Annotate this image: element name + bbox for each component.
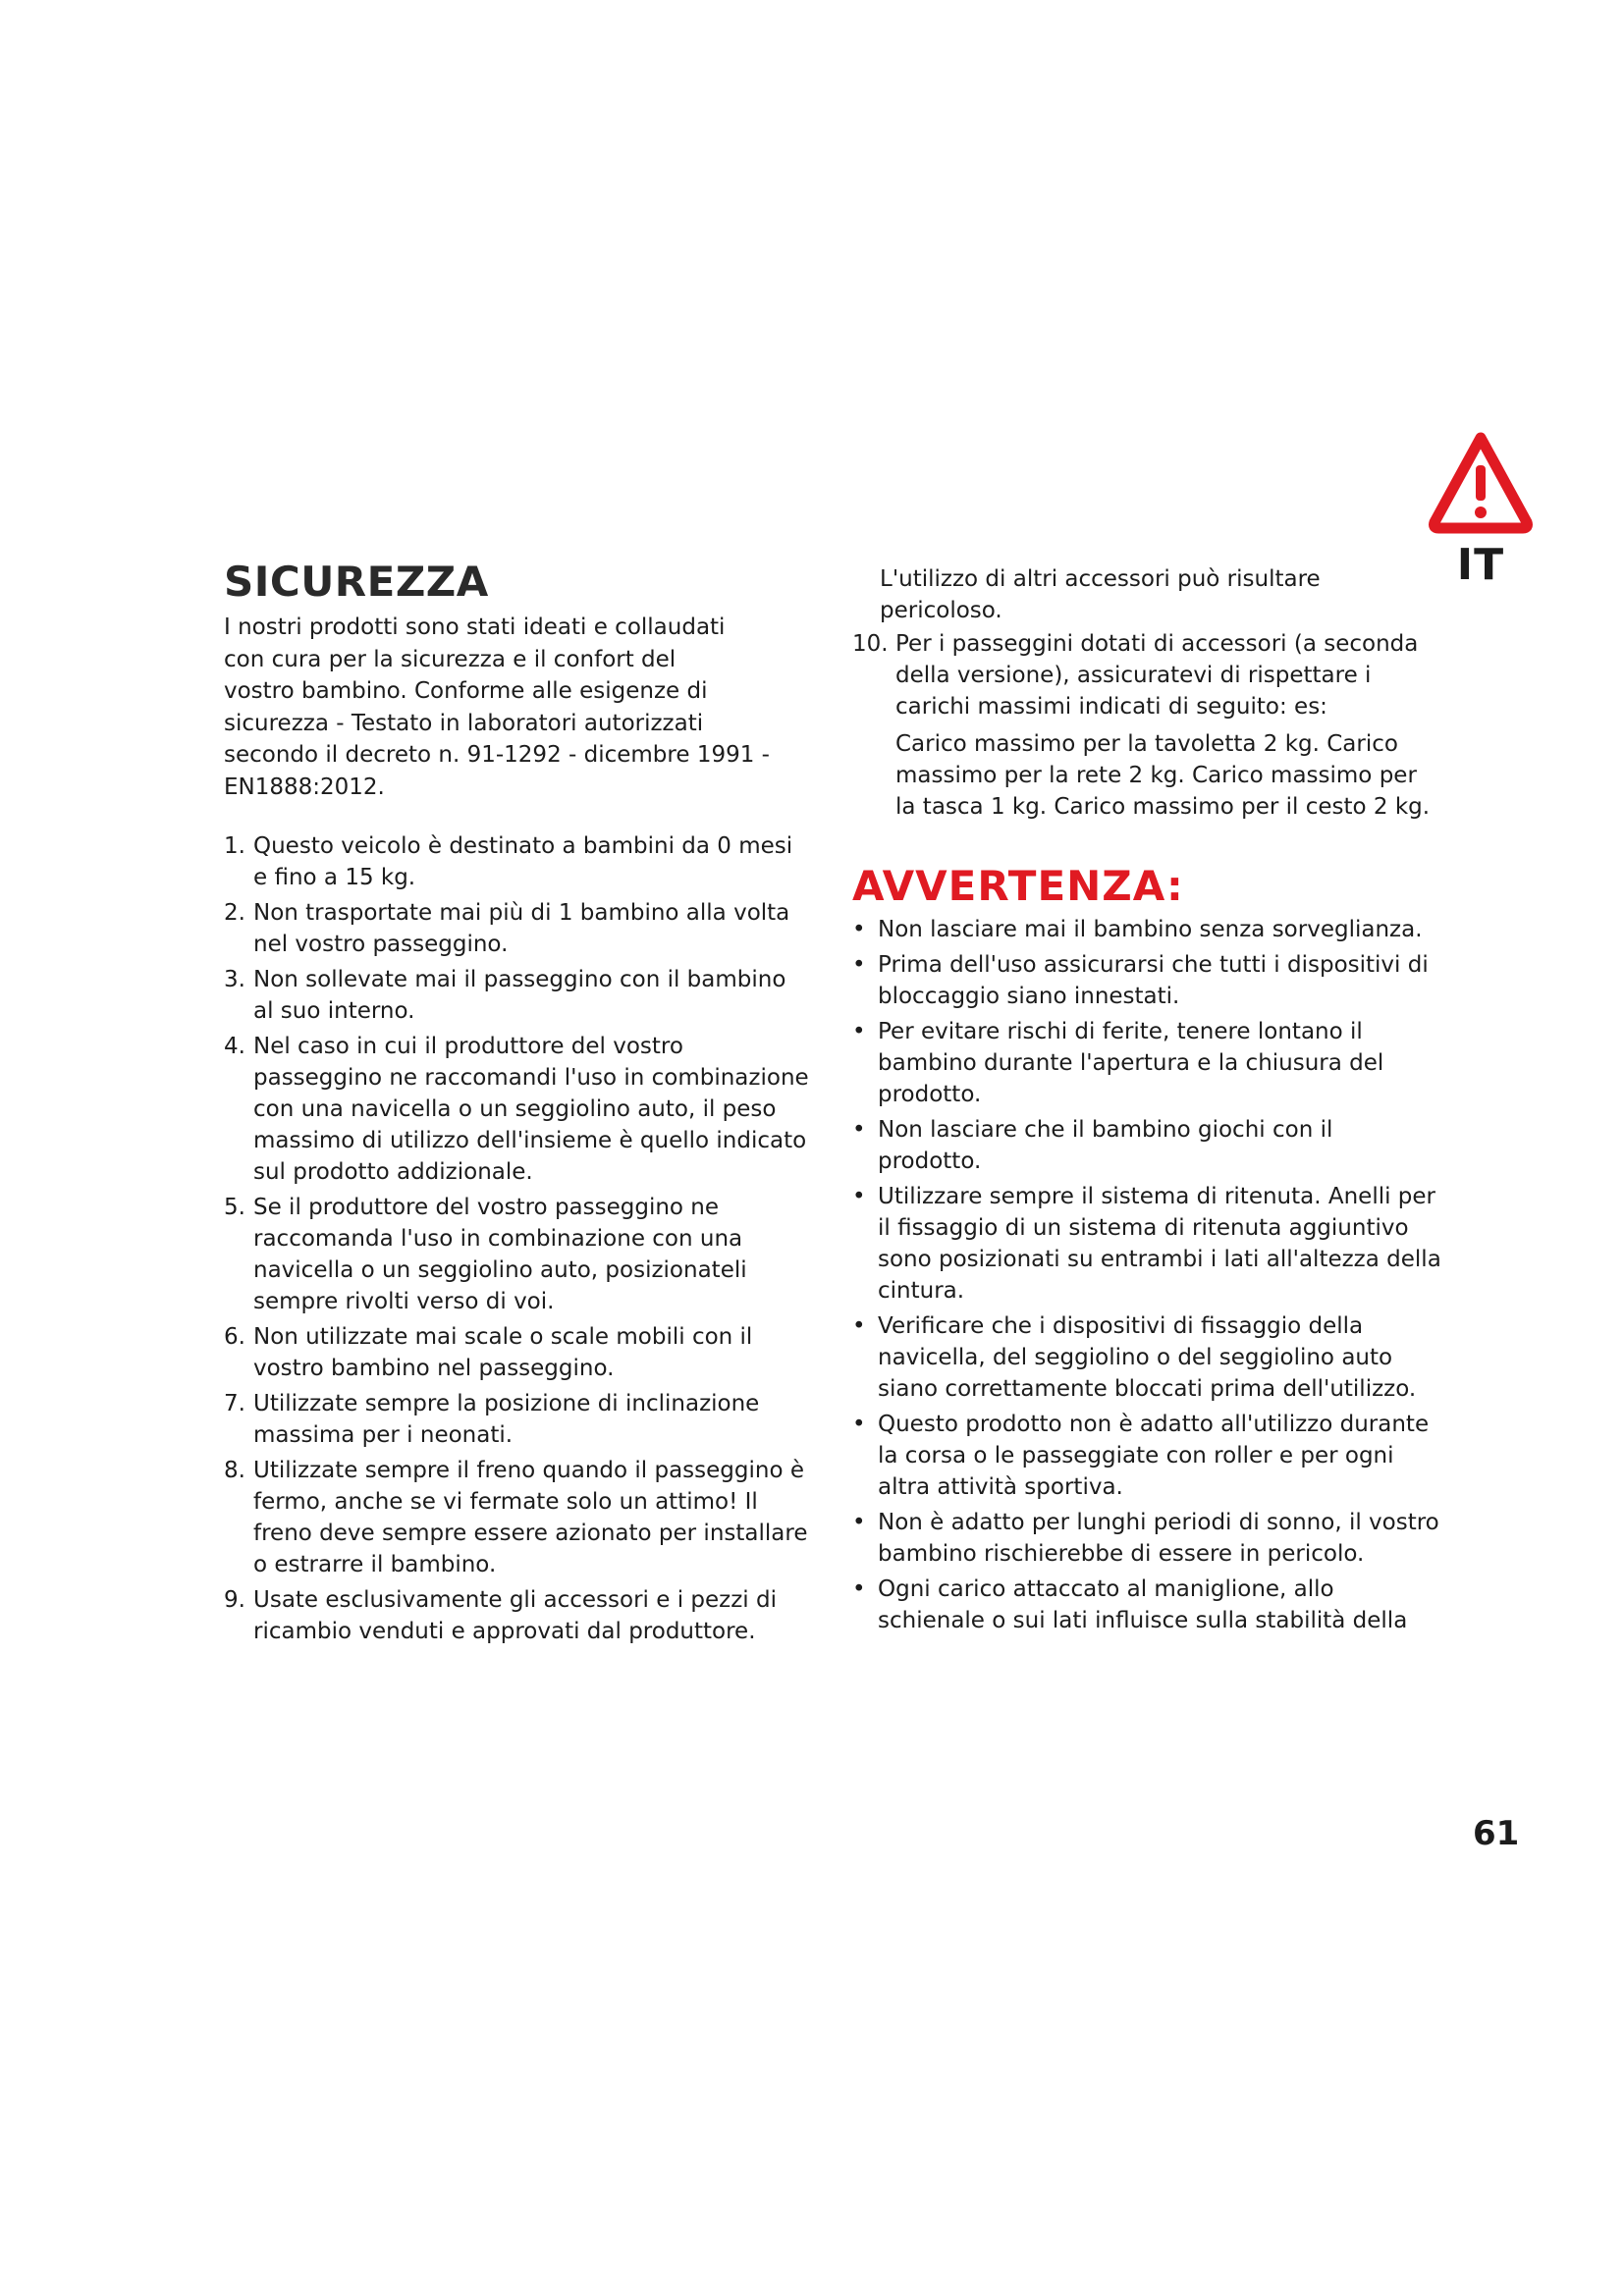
safety-item <box>224 1455 813 1580</box>
warning-text: Ogni carico attaccato al maniglione, allo schienale o sui lati influisce sulla stabilità della <box>878 1576 1408 1633</box>
warning-text: Non è adatto per lunghi periodi di sonno, il vostro bambino rischierebbe di essere in pericolo. <box>878 1510 1439 1567</box>
safety-item <box>224 1584 813 1647</box>
safety-intro <box>224 612 813 803</box>
item-number: 3. <box>224 967 245 992</box>
language-code: IT <box>1456 540 1505 590</box>
warning-text: Non lasciare mai il bambino senza sorveglianza. <box>878 917 1423 942</box>
item-number: 2. <box>224 900 245 926</box>
intro-line: sicurezza - Testato in laboratori autorizzati <box>224 710 704 736</box>
warning-item: • Non lasciare che il bambino giochi con il prodotto. <box>852 1117 1333 1174</box>
safety-item <box>224 964 813 1027</box>
warning-list <box>852 914 1441 1636</box>
intro-line: I nostri prodotti sono stati ideati e collaudati <box>224 614 726 640</box>
item-number: 7. <box>224 1391 245 1416</box>
warning-text: Verificare che i dispositivi di fissaggio della navicella, del seggiolino o del seggiolino auto siano correttamente bloccati prima dell'utilizzo. <box>878 1313 1417 1402</box>
safety-item <box>224 1031 813 1188</box>
warning-text: Prima dell'uso assicurarsi che tutti i dispositivi di bloccaggio siano innestati. <box>878 952 1429 1009</box>
intro-line: vostro bambino. Conforme alle esigenze di <box>224 678 708 704</box>
safety-list <box>224 830 813 1647</box>
page-number: 61 <box>1473 1814 1520 1853</box>
safety-item <box>224 1388 813 1451</box>
intro-line: con cura per la sicurezza e il confort del <box>224 646 677 672</box>
safety-list-continued <box>852 563 1441 823</box>
warning-item: • Prima dell'uso assicurarsi che tutti i dispositivi di bloccaggio siano innestati. <box>852 952 1429 1009</box>
item-text: Usate esclusivamente gli accessori e i pezzi di ricambio venduti e approvati dal produttore. <box>253 1587 777 1644</box>
safety-item <box>224 1192 813 1317</box>
warning-text: Per evitare rischi di ferite, tenere lontano il bambino durante l'apertura e la chiusura del prodotto. <box>878 1019 1384 1107</box>
item-number: 10. <box>852 631 889 657</box>
warning-item: • Non è adatto per lunghi periodi di sonno, il vostro bambino rischierebbe di essere in pericolo. <box>852 1510 1439 1567</box>
item-text: Non utilizzate mai scale o scale mobili con il vostro bambino nel passeggino. <box>253 1324 753 1381</box>
right-column <box>852 563 1441 1640</box>
safety-item <box>224 1321 813 1384</box>
item-number: 5. <box>224 1195 245 1220</box>
safety-heading: SICUREZZA <box>224 558 489 606</box>
item-text: Se il produttore del vostro passeggino ne raccomanda l'uso in combinazione con una navicella o un seggiolino auto, posizionateli sempre rivolti verso di voi. <box>253 1195 747 1314</box>
item-number: 6. <box>224 1324 245 1350</box>
warning-item: • Utilizzare sempre il sistema di ritenuta. Anelli per il fissaggio di un sistema di ritenuta aggiuntivo sono posizionati su entrambi i lati all'altezza della cintura. <box>852 1184 1441 1304</box>
item-text: Utilizzate sempre la posizione di inclinazione massima per i neonati. <box>253 1391 760 1448</box>
item-number: 9. <box>224 1587 245 1613</box>
item-number: 1. <box>224 833 245 859</box>
item-text: Utilizzate sempre il freno quando il passeggino è fermo, anche se vi fermate solo un attimo! Il freno deve sempre essere azionato per installare o estrarre il bambino. <box>253 1458 808 1577</box>
warning-item: • Verificare che i dispositivi di fissaggio della navicella, del seggiolino o del seggiolino auto siano correttamente bloccati prima dell'utilizzo. <box>852 1313 1417 1402</box>
safety-item <box>852 628 1441 722</box>
left-column <box>224 558 813 1651</box>
item-text: Per i passeggini dotati di accessori (a seconda della versione), assicuratevi di rispettare i carichi massimi indicati di seguito: es: <box>895 631 1419 720</box>
max-loads-text: Carico massimo per la tavoletta 2 kg. Carico massimo per la rete 2 kg. Carico massimo per la tasca 1 kg. Carico massimo per il cesto 2 kg. <box>895 731 1431 820</box>
item9-continuation: L'utilizzo di altri accessori può risultare pericoloso. <box>880 566 1321 623</box>
item-text: Questo veicolo è destinato a bambini da 0 mesi e fino a 15 kg. <box>253 833 793 890</box>
warning-item: • Questo prodotto non è adatto all'utilizzo durante la corsa o le passeggiate con roller e per ogni altra attività sportiva. <box>852 1412 1430 1500</box>
warning-item: • Ogni carico attaccato al maniglione, allo schienale o sui lati influisce sulla stabilità della <box>852 1576 1408 1633</box>
item-number: 4. <box>224 1034 245 1059</box>
intro-line: secondo il decreto n. 91-1292 - dicembre 1991 - <box>224 742 770 768</box>
item-text: Nel caso in cui il produttore del vostro passeggino ne raccomandi l'uso in combinazione con una navicella o un seggiolino auto, il peso massimo di utilizzo dell'insieme è quello indicato sul prodotto addizionale. <box>253 1034 809 1185</box>
warning-item: • Non lasciare mai il bambino senza sorveglianza. <box>852 917 1423 942</box>
item-text: Non sollevate mai il passeggino con il bambino al suo interno. <box>253 967 786 1024</box>
item-number: 8. <box>224 1458 245 1483</box>
warning-text: Utilizzare sempre il sistema di ritenuta. Anelli per il fissaggio di un sistema di ritenuta aggiuntivo sono posizionati su entrambi i lati all'altezza della cintura. <box>878 1184 1441 1304</box>
warning-text: Non lasciare che il bambino giochi con il prodotto. <box>878 1117 1333 1174</box>
safety-item <box>224 830 813 893</box>
item-text: Non trasportate mai più di 1 bambino alla volta nel vostro passeggino. <box>253 900 790 957</box>
warning-heading: AVVERTENZA: <box>852 862 1184 910</box>
warning-item: • Per evitare rischi di ferite, tenere lontano il bambino durante l'apertura e la chiusura del prodotto. <box>852 1019 1384 1107</box>
intro-line: EN1888:2012. <box>224 774 385 800</box>
safety-item <box>224 897 813 960</box>
warning-text: Questo prodotto non è adatto all'utilizzo durante la corsa o le passeggiate con roller e per ogni altra attività sportiva. <box>878 1412 1430 1500</box>
warning-triangle-icon <box>1427 430 1535 536</box>
